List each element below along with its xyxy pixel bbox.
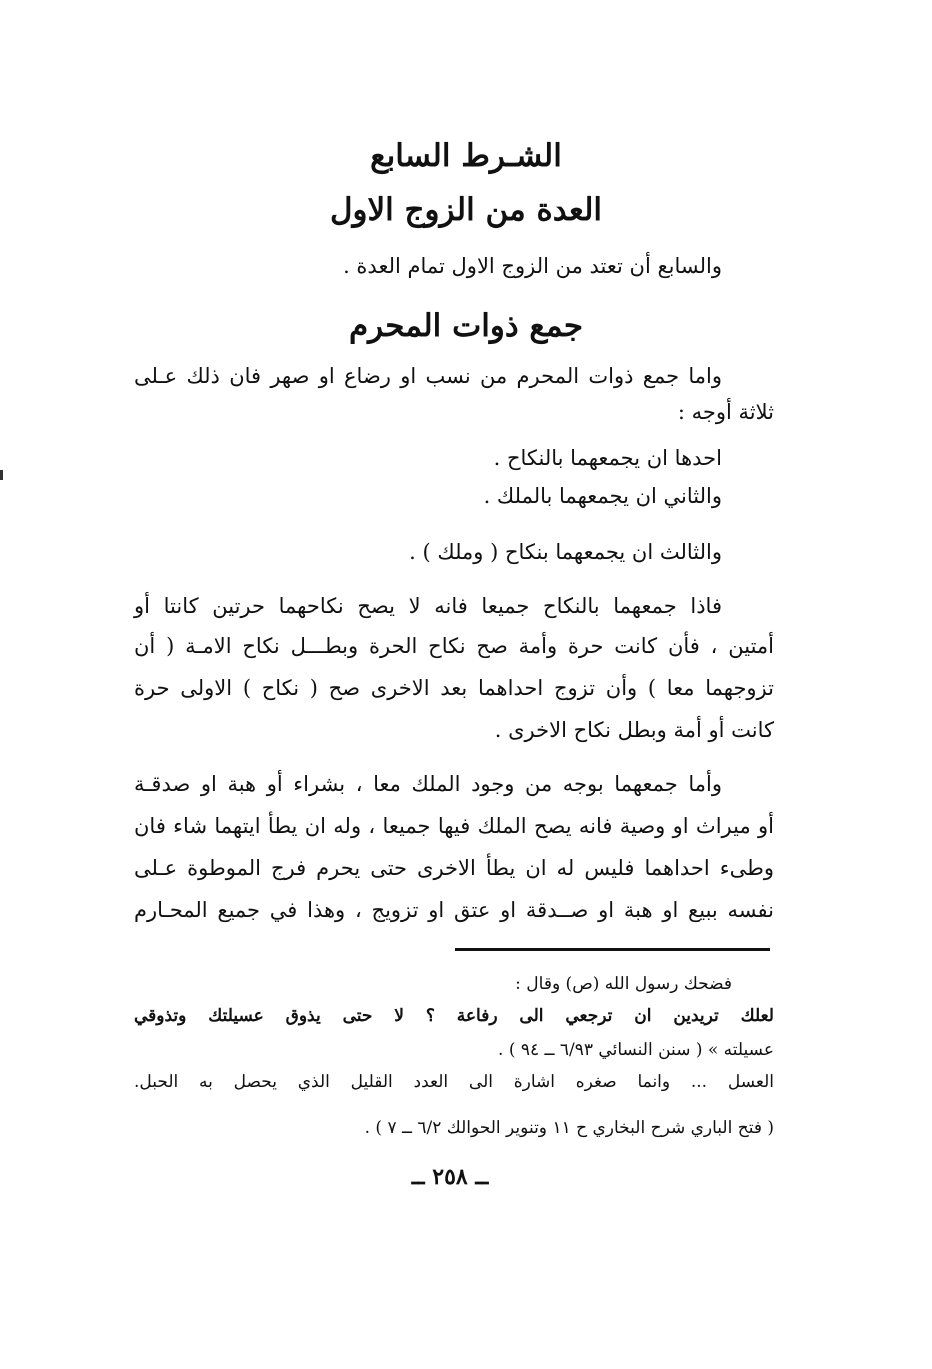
para2-line-4: كانت أو أمة وبطل نكاح الاخرى . xyxy=(494,718,774,742)
footnote-line-4: العسل ... وانما صغره اشارة الى العدد القليل الذي يحصل به الحبل. xyxy=(134,1072,774,1092)
way-two: والثاني ان يجمعهما بالملك . xyxy=(483,484,722,508)
way-one: احدها ان يجمعهما بالنكاح . xyxy=(493,446,722,470)
footnote-separator xyxy=(455,948,770,951)
para2-line-2: أمتين ، فأن كانت حرة وأمة صح نكاح الحرة وبطـــل نكاح الامـة ( أن xyxy=(134,634,774,658)
footnote-line-1: فضحك رسول الله (ص) وقال : xyxy=(515,974,732,994)
para1-line-2: ثلاثة أوجه : xyxy=(677,400,774,424)
para2-line-3: تزوجهما معا ) وأن تزوج احداهما بعد الاخرى صح ( نكاح ) الاولى حرة xyxy=(134,676,774,700)
footnote-line-2: لعلك تريدين ان ترجعي الى رفاعة ؟ لا حتى يذوق عسيلتك وتذوقي xyxy=(134,1006,774,1026)
para3-line-1: وأما جمعهما بوجه من وجود الملك معا ، بشراء أو هبة او صدقـة xyxy=(134,772,722,796)
para3-line-3: وطىء احداهما فليس له ان يطأ الاخرى حتى يحرم فرج الموطوة عـلى xyxy=(134,856,774,880)
condition-heading: الشـرط السابع xyxy=(370,138,562,174)
section-heading: جمع ذوات المحرم xyxy=(348,308,584,344)
para3-line-2: أو ميراث او وصية فانه يصح الملك فيها جميعا ، وله ان يطأ ايتهما شاء فان xyxy=(134,814,774,838)
footnote-line-5: ( فتح الباري شرح البخاري ح ١١ وتنوير الحوالك ٦/٢ ــ ٧ ) . xyxy=(364,1118,774,1138)
way-three: والثالث ان يجمعهما بنكاح ( وملك ) . xyxy=(409,540,722,564)
intro-line: والسابع أن تعتد من الزوج الاول تمام العدة . xyxy=(343,254,722,278)
para1-line-1: واما جمع ذوات المحرم من نسب او رضاع او صهر فان ذلك عـلى xyxy=(134,364,722,388)
scan-edge-mark xyxy=(0,470,3,480)
footnote-line-3: عسيلته » ( سنن النسائي ٦/٩٣ ــ ٩٤ ) . xyxy=(498,1040,774,1060)
para3-line-4: نفسه ببيع او هبة او صــدقة او عتق او تزويج ، وهذا في جميع المحـارم xyxy=(134,898,774,922)
page-number: ــ ٢٥٨ ــ xyxy=(411,1164,489,1190)
para2-line-1: فاذا جمعهما بالنكاح جميعا فانه لا يصح نكاحهما حرتين كانتا أو xyxy=(134,594,722,618)
chapter-title: العدة من الزوج الاول xyxy=(329,192,603,228)
